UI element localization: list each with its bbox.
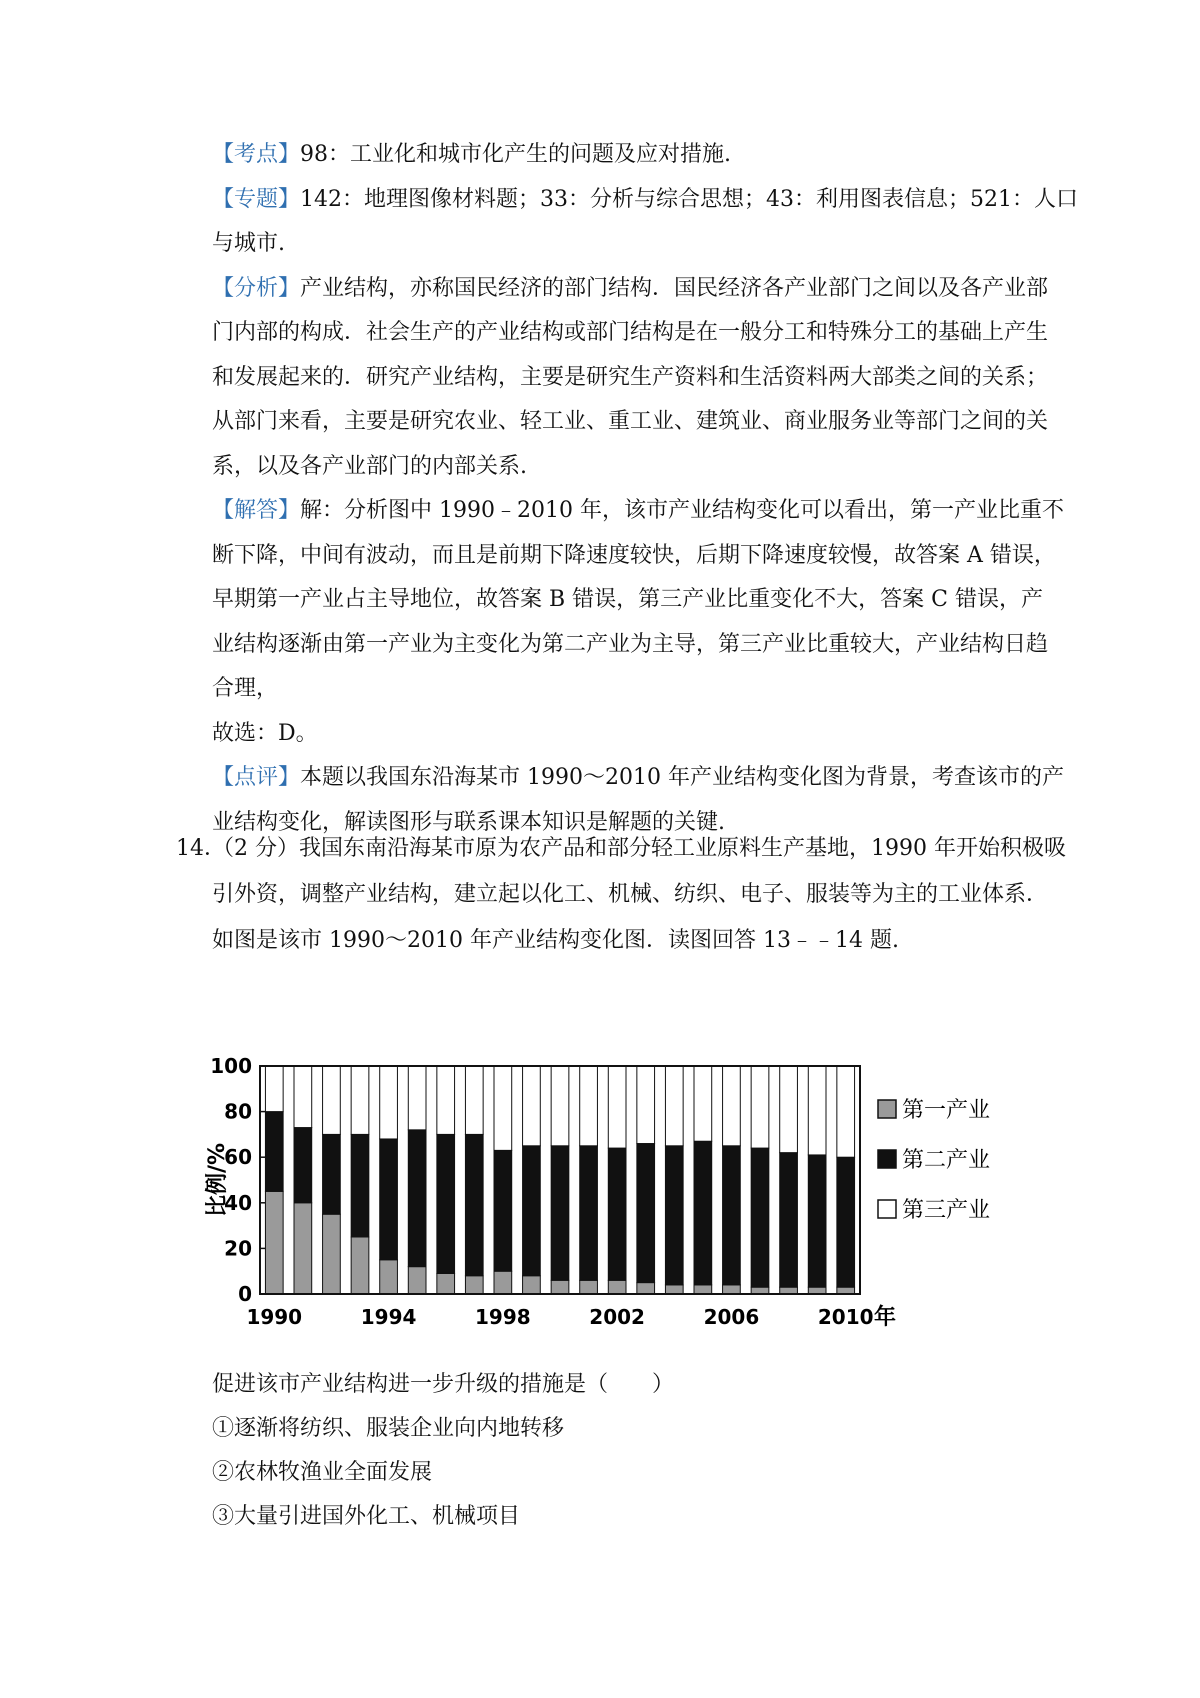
bar-segment: [265, 1191, 283, 1294]
bar-segment: [808, 1066, 826, 1155]
line-text: 系，以及各产业部门的内部关系.: [212, 453, 527, 479]
industry-structure-chart: [200, 1050, 991, 1360]
x-tick-label: 1990: [246, 1305, 303, 1329]
text-line: [212, 229, 1032, 259]
y-axis-label: 比例/%: [205, 1142, 230, 1218]
y-tick-label: 20: [224, 1236, 252, 1261]
bar-segment: [637, 1066, 655, 1144]
line-text: 断下降，中间有波动，而且是前期下降速度较快，后期下降速度较慢，故答案 A 错误，: [212, 542, 1056, 568]
bar-segment: [408, 1066, 426, 1130]
text-line: [212, 407, 1049, 437]
section-tag: 【解答】: [212, 498, 301, 523]
bar-segment: [665, 1146, 683, 1285]
question-line: 如图是该市 1990～2010 年产业结构变化图．读图回答 13﹣﹣14 题.: [212, 928, 899, 953]
text-line: [212, 630, 1049, 660]
bar-segment: [523, 1146, 541, 1276]
question-prompt: 促进该市产业结构进一步升级的措施是（ ）: [212, 1372, 675, 1397]
line-text: 门内部的构成．社会生产的产业结构或部门结构是在一般分工和特殊分工的基础上产生: [212, 320, 1049, 345]
section-tag: 【分析】: [212, 275, 301, 301]
line-text: 业结构变化，解读图形与联系课本知识是解题的关键.: [212, 809, 725, 835]
text-line: [212, 541, 1056, 571]
bar-segment: [751, 1066, 769, 1148]
bar-segment: [437, 1273, 455, 1294]
bar-segment: [323, 1066, 341, 1134]
text-line: [212, 140, 1032, 170]
line-text: 与城市.: [212, 231, 285, 256]
legend-swatch: [878, 1150, 896, 1168]
section-tag: 【点评】: [212, 765, 301, 790]
bar-segment: [494, 1271, 512, 1294]
bar-segment: [437, 1134, 455, 1273]
bar-segment: [551, 1146, 569, 1281]
bar-segment: [351, 1134, 369, 1237]
line-text: 142：地理图像材料题；33：分析与综合思想；43：利用图表信息；521：人口: [300, 186, 1078, 212]
option-1: ①逐渐将纺织、服装企业向内地转移: [212, 1416, 565, 1441]
bar-segment: [351, 1066, 369, 1134]
bar-segment: [608, 1066, 626, 1148]
bar-segment: [465, 1276, 483, 1294]
x-tick-label: 1994: [360, 1305, 417, 1329]
bar-segment: [294, 1066, 312, 1128]
bar-segment: [294, 1128, 312, 1203]
bar-segment: [780, 1153, 798, 1288]
line-text: 早期第一产业占主导地位，故答案 B 错误，第三产业比重变化不大，答案 C 错误，产: [212, 587, 1043, 612]
x-tick-label: 2010: [817, 1305, 874, 1329]
bar-segment: [494, 1150, 512, 1271]
bar-segment: [837, 1066, 855, 1157]
section-tag: 【考点】: [212, 142, 301, 167]
bar-segment: [580, 1066, 598, 1146]
line-text: 合理，: [212, 676, 279, 701]
bar-segment: [408, 1267, 426, 1294]
bar-segment: [380, 1066, 398, 1139]
y-tick-label: 60: [224, 1145, 252, 1170]
bar-segment: [465, 1134, 483, 1275]
bar-segment: [265, 1112, 283, 1192]
bar-segment: [351, 1237, 369, 1294]
option-3: ③大量引进国外化工、机械项目: [212, 1504, 521, 1529]
bar-segment: [723, 1066, 741, 1146]
text-line: [212, 185, 1078, 215]
y-tick-label: 100: [210, 1054, 252, 1078]
line-text: 和发展起来的．研究产业结构，主要是研究生产资料和生活资料两大部类之间的关系；: [212, 364, 1049, 390]
line-text: 业结构逐渐由第一产业为主变化为第二产业为主导，第三产业比重较大，产业结构日趋: [212, 631, 1049, 657]
x-tick-label: 2006: [703, 1305, 760, 1329]
legend-swatch: [878, 1100, 896, 1118]
bar-segment: [551, 1066, 569, 1146]
bar-segment: [694, 1141, 712, 1285]
bar-segment: [551, 1280, 569, 1294]
question-line: 引外资，调整产业结构，建立起以化工、机械、纺织、电子、服装等为主的工业体系．: [212, 882, 1049, 907]
line-text: 从部门来看，主要是研究农业、轻工业、重工业、建筑业、商业服务业等部门之间的关: [212, 409, 1049, 434]
line-text: 解：分析图中 1990﹣2010 年，该市产业结构变化可以看出，第一产业比重不: [300, 498, 1064, 523]
y-tick-label: 40: [224, 1190, 252, 1215]
line-text: 故选：D。: [212, 720, 318, 746]
legend-label: 第一产业: [902, 1098, 991, 1123]
x-axis-unit: 年: [874, 1305, 897, 1330]
line-text: 98：工业化和城市化产生的问题及应对措施.: [300, 142, 732, 167]
bar-segment: [837, 1157, 855, 1287]
question-line: （2 分）我国东南沿海某市原为农产品和部分轻工业原料生产基地，1990 年开始积极吸: [212, 836, 1066, 861]
bar-segment: [723, 1146, 741, 1285]
bar-segment: [808, 1287, 826, 1294]
text-line: [212, 674, 1032, 704]
line-text: 产业结构，亦称国民经济的部门结构．国民经济各产业部门之间以及各产业部: [300, 275, 1049, 301]
bar-segment: [294, 1203, 312, 1294]
text-line: [212, 585, 1043, 615]
bar-segment: [608, 1280, 626, 1294]
bar-segment: [837, 1287, 855, 1294]
text-line: [212, 452, 1032, 482]
bar-segment: [465, 1066, 483, 1134]
bar-segment: [323, 1214, 341, 1294]
text-line: [212, 274, 1049, 304]
bar-segment: [780, 1066, 798, 1153]
bar-segment: [637, 1283, 655, 1294]
section-tag: 【专题】: [212, 186, 301, 212]
bar-segment: [780, 1287, 798, 1294]
question-number: 14．: [176, 836, 226, 861]
bar-segment: [665, 1066, 683, 1146]
bar-segment: [665, 1285, 683, 1294]
legend-label: 第三产业: [902, 1198, 991, 1223]
bar-segment: [408, 1130, 426, 1267]
bar-segment: [751, 1148, 769, 1287]
bar-segment: [694, 1066, 712, 1141]
bar-segment: [580, 1280, 598, 1294]
y-tick-label: 0: [238, 1282, 252, 1306]
text-line: [212, 496, 1064, 526]
text-line: [212, 318, 1049, 348]
bar-segment: [637, 1144, 655, 1283]
legend-label: 第二产业: [902, 1148, 991, 1173]
x-tick-label: 1998: [475, 1305, 531, 1329]
bar-segment: [694, 1285, 712, 1294]
text-line: [212, 363, 1049, 393]
text-line: [212, 763, 1064, 793]
y-tick-label: 80: [224, 1099, 252, 1124]
bar-segment: [723, 1285, 741, 1294]
bar-segment: [808, 1155, 826, 1287]
bar-segment: [437, 1066, 455, 1134]
bar-segment: [580, 1146, 598, 1281]
option-2: ②农林牧渔业全面发展: [212, 1460, 433, 1485]
x-tick-label: 2002: [589, 1305, 645, 1329]
bar-segment: [265, 1066, 283, 1112]
bar-segment: [380, 1139, 398, 1260]
bar-segment: [494, 1066, 512, 1150]
line-text: 本题以我国东沿海某市 1990～2010 年产业结构变化图为背景，考查该市的产: [300, 765, 1064, 790]
bar-segment: [751, 1287, 769, 1294]
bar-segment: [608, 1148, 626, 1280]
text-line: [212, 808, 1032, 838]
legend-swatch: [878, 1200, 896, 1218]
bar-segment: [323, 1134, 341, 1214]
chart-svg: [200, 1050, 991, 1360]
text-line: [212, 719, 1032, 749]
bar-segment: [523, 1276, 541, 1294]
bar-segment: [523, 1066, 541, 1146]
bar-segment: [380, 1260, 398, 1294]
